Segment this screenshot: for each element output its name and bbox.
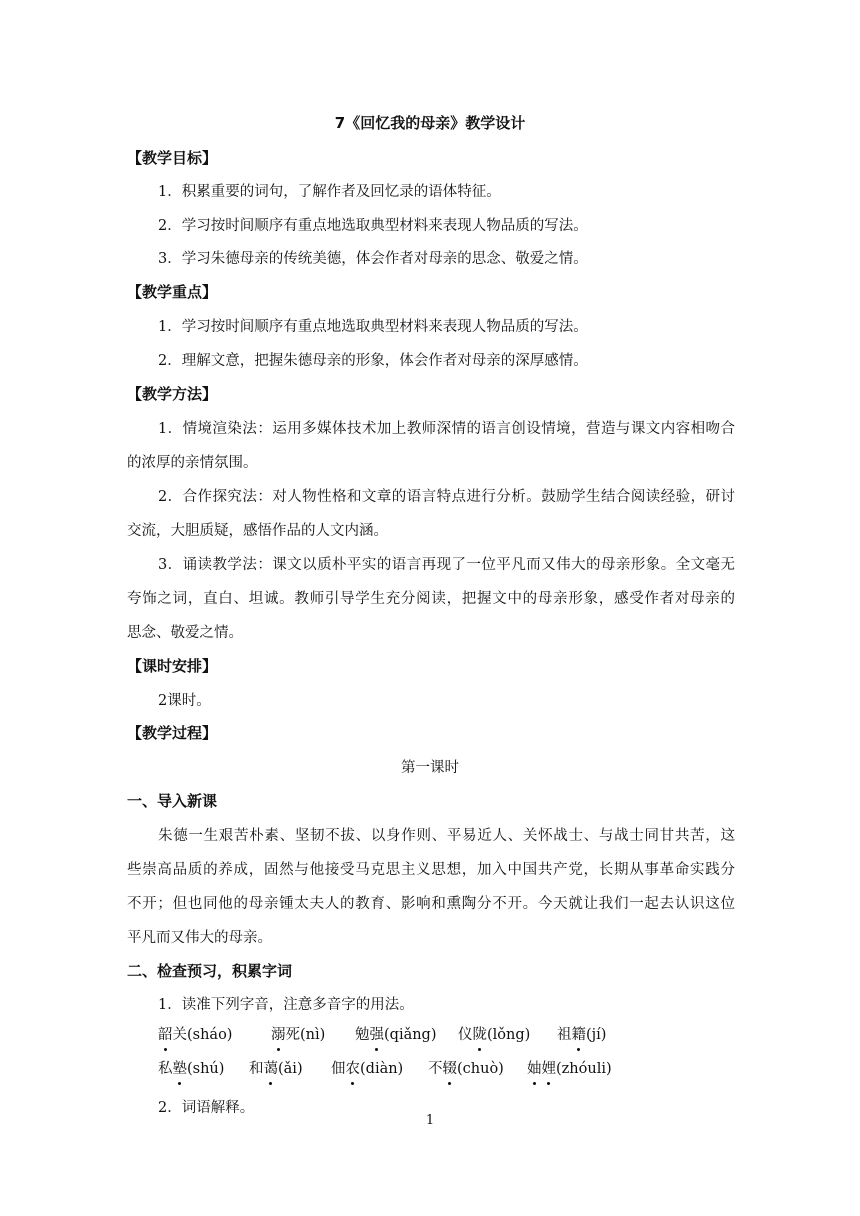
method-1-line-1: 1．情境渲染法：运用多媒体技术加上教师深情的语言创设情境，营造与课文内容相吻合 xyxy=(158,421,735,437)
focus-heading: 【教学重点】 xyxy=(127,283,218,301)
part1-line-1: 朱德一生艰苦朴素、坚韧不拔、以身作则、平易近人、关怀战士、与战士同甘共苦，这 xyxy=(158,828,735,844)
focus-item-1: 1．学习按时间顺序有重点地选取典型材料来表现人物品质的写法。 xyxy=(158,319,588,335)
part1-line-3: 不开；但也同他的母亲锺太夫人的教育、影响和熏陶分不开。今天就让我们一起去认识这位 xyxy=(127,896,735,912)
method-3-line-2: 夸饰之词，直白、坦诚。教师引导学生充分阅读，把握文中的母亲形象，感受作者对母亲的 xyxy=(127,591,735,607)
goal-item-3: 3．学习朱德母亲的传统美德，体会作者对母亲的思念、敬爱之情。 xyxy=(158,251,588,267)
part1-line-2: 些崇高品质的养成，固然与他接受马克思主义思想，加入中国共产党，长期从事革命实践分 xyxy=(127,862,735,878)
pinyin-word: 仪陇(lǒng) xyxy=(458,1023,530,1044)
goal-item-2: 2．学习按时间顺序有重点地选取典型材料来表现人物品质的写法。 xyxy=(158,218,588,234)
methods-heading: 【教学方法】 xyxy=(127,385,218,403)
pinyin-word: 和蔼(ǎi) xyxy=(249,1057,303,1078)
pinyin-word: 私塾(shú) xyxy=(158,1057,224,1078)
focus-item-2: 2．理解文意，把握朱德母亲的形象，体会作者对母亲的深厚感情。 xyxy=(158,353,588,369)
part1-line-4: 平凡而又伟大的母亲。 xyxy=(127,930,272,946)
goals-heading: 【教学目标】 xyxy=(127,149,218,167)
part2-heading: 二、检查预习，积累字词 xyxy=(127,962,293,980)
goal-item-1: 1．积累重要的词句，了解作者及回忆录的语体特征。 xyxy=(158,184,501,200)
pinyin-word: 不辍(chuò) xyxy=(428,1057,504,1078)
method-3-line-1: 3．诵读教学法：课文以质朴平实的语言再现了一位平凡而又伟大的母亲形象。全文毫无 xyxy=(158,557,735,573)
method-3-line-3: 思念、敬爱之情。 xyxy=(127,625,243,641)
process-heading: 【教学过程】 xyxy=(127,724,218,742)
part1-heading: 一、导入新课 xyxy=(127,792,218,810)
pinyin-word: 祖籍(jí) xyxy=(557,1023,606,1044)
pinyin-word: 勉强(qiǎng) xyxy=(355,1023,437,1044)
part2-item-1: 1．读准下列字音，注意多音字的用法。 xyxy=(158,997,414,1013)
pinyin-word: 妯娌(zhóuli) xyxy=(527,1057,612,1078)
page-number: 1 xyxy=(425,1113,435,1128)
schedule-heading: 【课时安排】 xyxy=(127,657,218,675)
method-2-line-2: 交流，大胆质疑，感悟作品的人文内涵。 xyxy=(127,523,388,539)
schedule-text: 2课时。 xyxy=(158,693,211,709)
method-2-line-1: 2．合作探究法：对人物性格和文章的语言特点进行分析。鼓励学生结合阅读经验，研讨 xyxy=(158,489,735,505)
page-title: 7《回忆我的母亲》教学设计 xyxy=(334,114,526,132)
part2-item-2: 2．词语解释。 xyxy=(158,1100,255,1116)
lesson-label: 第一课时 xyxy=(401,760,459,776)
pinyin-word: 溺死(nì) xyxy=(271,1023,325,1044)
pinyin-word: 韶关(sháo) xyxy=(158,1023,232,1044)
method-1-line-2: 的浓厚的亲情氛围。 xyxy=(127,455,258,471)
pinyin-word: 佃农(diàn) xyxy=(331,1057,403,1078)
